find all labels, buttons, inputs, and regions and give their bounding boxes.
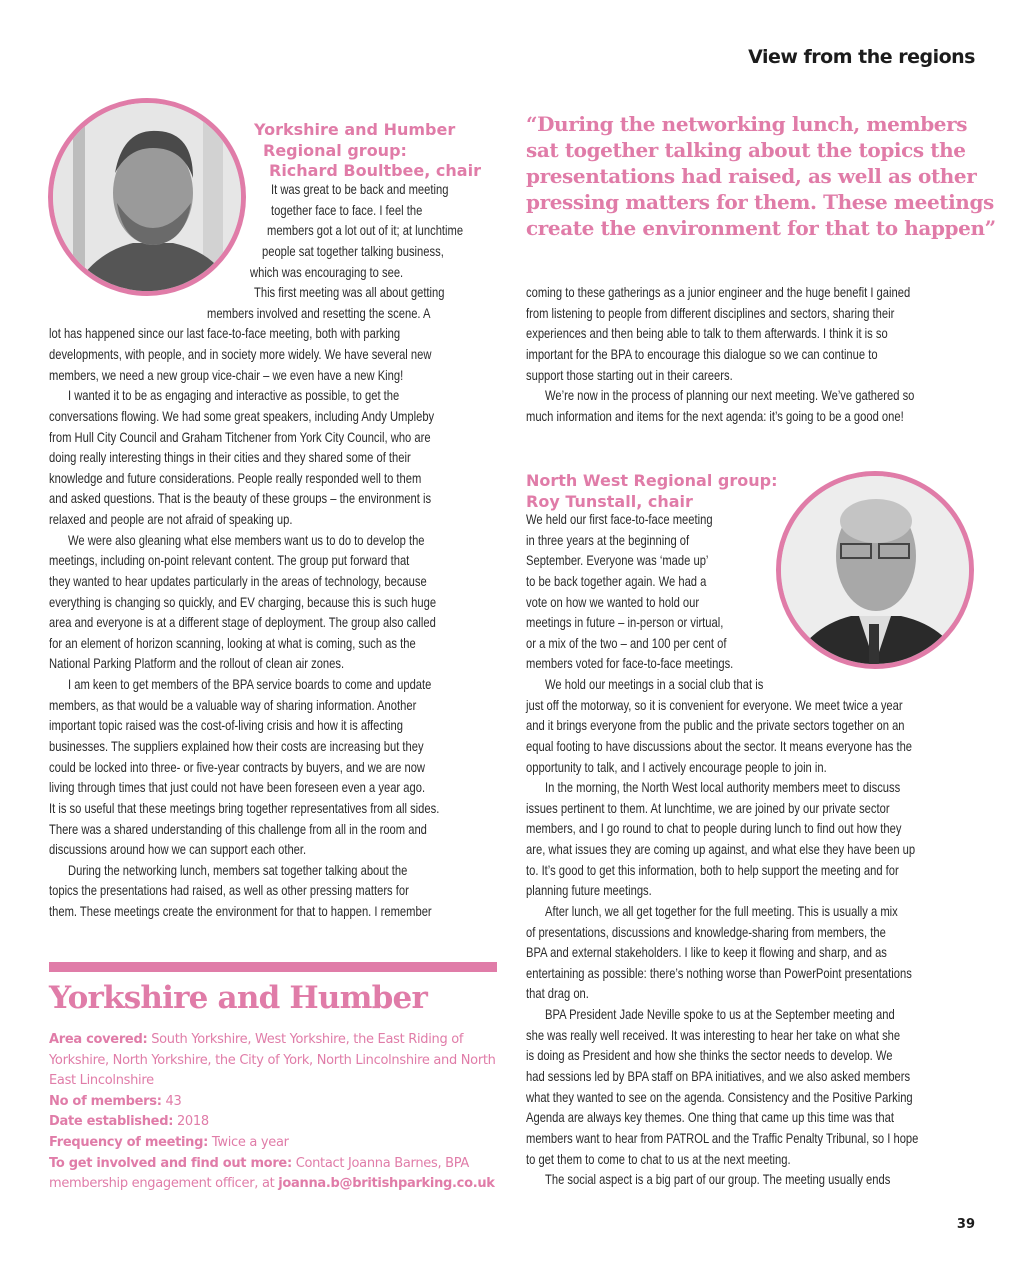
body-line: that drag on.: [526, 985, 589, 1002]
pull-quote-line: presentations had raised, as well as other: [526, 164, 977, 188]
body-line: for an element of horizon scanning, looking at what is coming, such as the: [49, 634, 416, 651]
body-line: The social aspect is a big part of our group. The meeting usually ends: [545, 1171, 891, 1188]
body-line: National Parking Platform and the rollout of clean air zones.: [49, 655, 345, 672]
body-line: BPA and external stakeholders. I like to keep it flowing and sharp, and as: [526, 944, 887, 961]
fact-contact: To get involved and find out more: Contact Joanna Barnes, BPA membership engagement officer, at joanna.b@britishparking.co.uk: [49, 1155, 495, 1192]
body-line: could be locked into three- or five-year contracts by buyers, and we are now: [49, 758, 426, 775]
body-line: knowledge and future considerations. People really responded well to them: [49, 469, 422, 486]
body-line: During the networking lunch, members sat together talking about the: [68, 861, 408, 878]
body-line: members, as that would be a valuable way of sharing information. Another: [49, 696, 417, 713]
body-line: vote on how we wanted to hold our: [526, 593, 700, 610]
body-line: In the morning, the North West local authority members meet to discuss: [545, 779, 901, 796]
body-line: We’re now in the process of planning our next meeting. We’ve gathered so: [545, 387, 915, 404]
body-line: to get them to come to chat to us at the next meeting.: [526, 1150, 791, 1167]
body-line: and it brings everyone from the public and the private sectors together on an: [526, 717, 905, 734]
body-line: entertaining as possible: there’s nothing worse than PowerPoint presentations: [526, 964, 912, 981]
portrait-illustration: [53, 103, 241, 291]
body-line: from Hull City Council and Graham Titchener from York City Council, who are: [49, 428, 431, 445]
body-line: she was really well received. It was interesting to hear her take on what she: [526, 1026, 901, 1043]
body-line: they wanted to hear updates particularly in the areas of technology, because: [49, 572, 427, 589]
body-line: doing really interesting things in their cities and they shared some of their: [49, 449, 411, 466]
fact-established: Date established: 2018: [49, 1114, 209, 1130]
body-line: topics the presentations had raised, as well as other pressing matters for: [49, 882, 409, 899]
body-line: lot has happened since our last face-to-face meeting, both with parking: [49, 325, 401, 342]
body-line: to. It’s good to get this information, both to help support the meeting and for: [526, 861, 899, 878]
body-line: It is so useful that these meetings bring together representatives from all sides.: [49, 799, 440, 816]
body-line: is doing as President and how she thinks the sector needs to develop. We: [526, 1047, 893, 1064]
photo-roy-tunstall: [776, 471, 974, 669]
body-line: everything is changing so quickly, and EV charging, because this is such huge: [49, 593, 437, 610]
pull-quote-line: sat together talking about the topics the: [526, 138, 966, 162]
body-line: important for the BPA to encourage this dialogue so we can continue to: [526, 345, 878, 362]
body-line: September. Everyone was ‘made up’: [526, 552, 709, 569]
body-line: planning future meetings.: [526, 882, 652, 899]
body-line: I am keen to get members of the BPA service boards to come and update: [68, 676, 432, 693]
body-line: meetings in future – in-person or virtual,: [526, 614, 724, 631]
body-line: equal footing to have discussions about the sector. It means everyone has the: [526, 737, 913, 754]
body-line: members got a lot out of it; at lunchtime: [267, 222, 464, 239]
body-line: had sessions led by BPA staff on BPA initiatives, and we also asked members: [526, 1068, 911, 1084]
body-line: discussions around how we can support each other.: [49, 841, 307, 858]
body-line: developments, with people, and in society more widely. We have several new: [49, 346, 432, 363]
portrait-illustration: [781, 476, 969, 664]
yorkshire-heading-line-1: Yorkshire and Humber: [254, 120, 456, 139]
body-line: members voted for face-to-face meetings.: [526, 655, 734, 672]
body-line: of presentations, discussions and knowledge-sharing from members, the: [526, 923, 886, 940]
body-line: members involved and resetting the scene. A: [207, 304, 431, 321]
section-title: View from the regions: [748, 46, 975, 68]
body-line: to be back together again. We had a: [526, 572, 707, 589]
body-line: BPA President Jade Neville spoke to us at the September meeting and: [545, 1006, 895, 1023]
body-line: support those starting out in their careers.: [526, 366, 733, 383]
body-line: together face to face. I feel the: [271, 201, 423, 218]
northwest-heading-line-2: Roy Tunstall, chair: [526, 492, 693, 511]
pull-quote: [526, 111, 996, 241]
pull-quote-line: create the environment for that to happen”: [526, 216, 996, 240]
fact-area: Area covered: South Yorkshire, West Yorkshire, the East Riding of Yorkshire, North Yorkshire, the City of York, North Lincolnshire and North East Lincolnshire: [49, 1032, 496, 1089]
body-line: members want to hear from PATROL and the Traffic Penalty Tribunal, so I hope: [526, 1129, 919, 1146]
body-line: coming to these gatherings as a junior engineer and the huge benefit I gained: [526, 284, 911, 300]
body-line: We held our first face-to-face meeting: [526, 511, 713, 527]
body-line: opportunity to talk, and I actively encourage people to join in.: [526, 758, 827, 775]
body-line: There was a shared understanding of this challenge from all in the room and: [49, 820, 427, 837]
body-line: We were also gleaning what else members want us to do to develop the: [68, 531, 425, 548]
body-line: We hold our meetings in a social club that is: [545, 676, 764, 693]
body-line: issues pertinent to them. At lunchtime, we are joined by our private sector: [526, 799, 890, 816]
body-line: important topic raised was the cost-of-living crisis and how it is affecting: [49, 717, 403, 734]
body-line: I wanted it to be as engaging and interactive as possible, to get the: [68, 387, 400, 404]
body-line: experiences and then being able to talk to them afterwards. I think it is so: [526, 325, 888, 342]
pull-quote-line: pressing matters for them. These meetings: [526, 190, 994, 214]
body-line: members, we need a new group vice-chair – we even have a new King!: [49, 366, 404, 383]
body-line: which was encouraging to see.: [250, 263, 404, 280]
body-line: conversations flowing. We had some great speakers, including Andy Umpleby: [49, 407, 435, 424]
fact-frequency: Frequency of meeting: Twice a year: [49, 1134, 289, 1150]
fact-members: No of members: 43: [49, 1093, 182, 1109]
factbox-divider: [49, 962, 497, 972]
body-line: businesses. The suppliers explained how their costs are increasing but they: [49, 738, 424, 754]
factbox-details: [49, 1030, 509, 1195]
body-line: or a mix of the two – and 100 per cent of: [526, 634, 727, 651]
body-line: relaxed and people are not afraid of speaking up.: [49, 511, 293, 528]
body-line: in three years at the beginning of: [526, 531, 690, 548]
body-line: and asked questions. That is the beauty of these groups – the environment is: [49, 490, 432, 507]
body-line: It was great to be back and meeting: [271, 181, 449, 197]
body-line: much information and items for the next agenda: it’s going to be a good one!: [526, 407, 904, 424]
factbox-title: Yorkshire and Humber: [49, 980, 427, 1016]
yorkshire-heading-line-3: Richard Boultbee, chair: [269, 161, 481, 180]
body-line: Agenda are always key themes. One thing that came up this time was that: [526, 1109, 894, 1126]
photo-richard-boultbee: [48, 98, 246, 296]
body-line: from listening to people from different disciplines and sectors, sharing their: [526, 304, 895, 321]
pull-quote-line: “During the networking lunch, members: [526, 112, 968, 136]
northwest-heading-line-1: North West Regional group:: [526, 471, 778, 490]
yorkshire-heading-line-2: Regional group:: [263, 141, 407, 160]
body-line: them. These meetings create the environment for that to happen. I remember: [49, 903, 432, 920]
contact-email-link[interactable]: joanna.b@britishparking.co.uk: [278, 1176, 495, 1192]
body-line: living through times that just could not have been foreseen even a year ago.: [49, 779, 426, 796]
body-line: After lunch, we all get together for the full meeting. This is usually a mix: [545, 902, 898, 919]
body-line: just off the motorway, so it is convenient for everyone. We meet twice a year: [526, 696, 903, 713]
body-line: area and everyone is at a different stage of deployment. The group also called: [49, 614, 436, 631]
body-line: what they wanted to see on the agenda. Consistency and the Positive Parking: [526, 1088, 913, 1105]
body-line: members, and I go round to chat to people during lunch to find out how they: [526, 820, 902, 837]
body-line: people sat together talking business,: [262, 242, 444, 259]
body-line: are, what issues they are coming up against, and what else they have been up: [526, 841, 916, 858]
body-line: This first meeting was all about getting: [254, 284, 445, 301]
page-number: 39: [956, 1217, 975, 1232]
body-line: meetings, including on-point relevant content. The group put forward that: [49, 552, 410, 569]
